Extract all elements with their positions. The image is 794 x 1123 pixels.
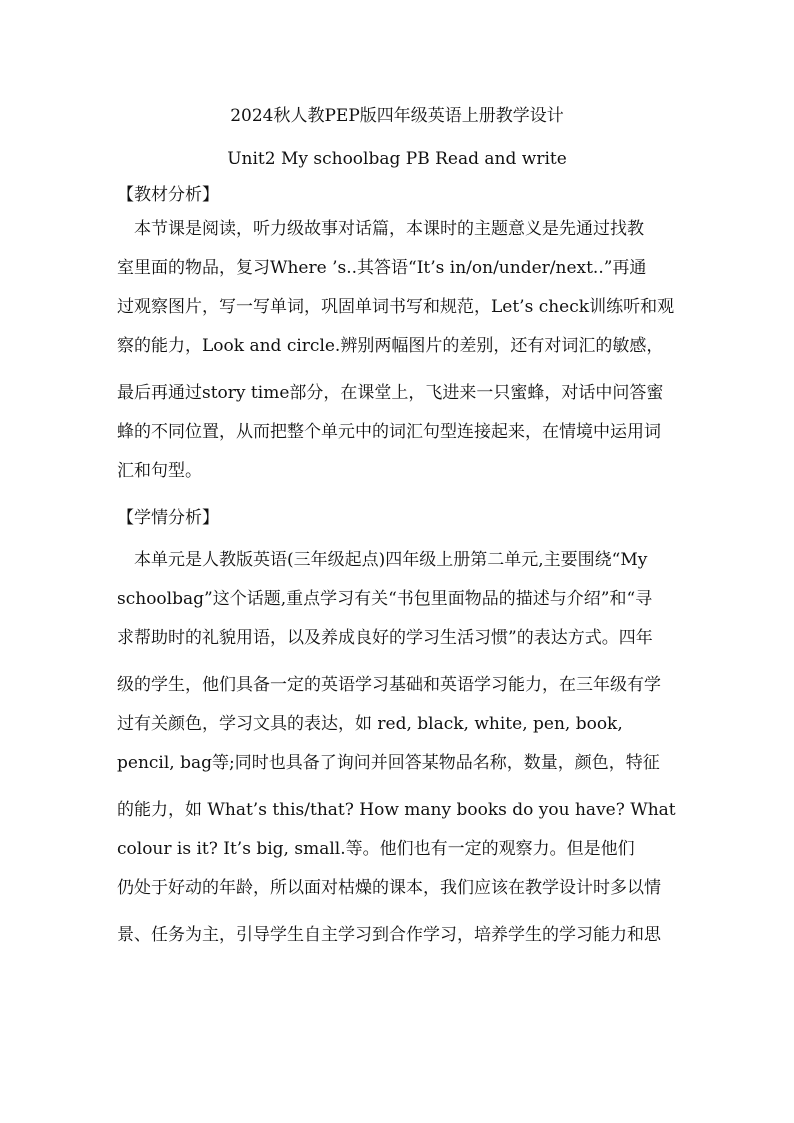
paragraph-line: 汇和句型。 [117,461,202,481]
paragraph-line: 过观察图片，写一写单词，巩固单词书写和规范，Let’s check训练听和观 [117,297,675,317]
paragraph-line: colour is it? It’s big, small.等。他们也有一定的观察力。但是他们 [117,839,635,859]
paragraph-line: 室里面的物品，复习Where ’s..其答语“It’s in/on/under/next..”再通 [117,258,647,278]
paragraph-line: 本节课是阅读，听力级故事对话篇，本课时的主题意义是先通过找教 [134,219,644,239]
document-title: 2024秋人教PEP版四年级英语上册教学设计 [230,106,564,126]
paragraph-line: 最后再通过story time部分，在课堂上，飞进来一只蜜蜂，对话中问答蜜 [117,383,664,403]
paragraph-line: pencil, bag等;同时也具备了询问并回答某物品名称，数量，颜色，特征 [117,753,660,773]
document-subtitle: Unit2 My schoolbag PB Read and write [227,149,567,169]
paragraph-line: 景、任务为主，引导学生自主学习到合作学习，培养学生的学习能力和思 [117,925,661,945]
paragraph-line: 级的学生，他们具备一定的英语学习基础和英语学习能力，在三年级有学 [117,675,661,695]
paragraph-line: 的能力，如 What’s this/that? How many books do you have? What [117,800,676,820]
section-heading-textbook-analysis: 【教材分析】 [117,185,219,205]
paragraph-line: 本单元是人教版英语(三年级起点)四年级上册第二单元,主要围绕“My [134,550,648,570]
paragraph-line: schoolbag”这个话题,重点学习有关“书包里面物品的描述与介绍”和“寻 [117,589,653,609]
paragraph-line: 求帮助时的礼貌用语，以及养成良好的学习生活习惯”的表达方式。四年 [117,628,653,648]
paragraph-line: 察的能力，Look and circle.辨别两幅图片的差别，还有对词汇的敏感， [117,336,664,356]
paragraph-line: 仍处于好动的年龄，所以面对枯燥的课本，我们应该在教学设计时多以情 [117,878,661,898]
paragraph-line: 过有关颜色，学习文具的表达，如 red, black, white, pen, book, [117,714,623,734]
section-heading-learner-analysis: 【学情分析】 [117,508,219,528]
paragraph-line: 蜂的不同位置，从而把整个单元中的词汇句型连接起来，在情境中运用词 [117,422,661,442]
